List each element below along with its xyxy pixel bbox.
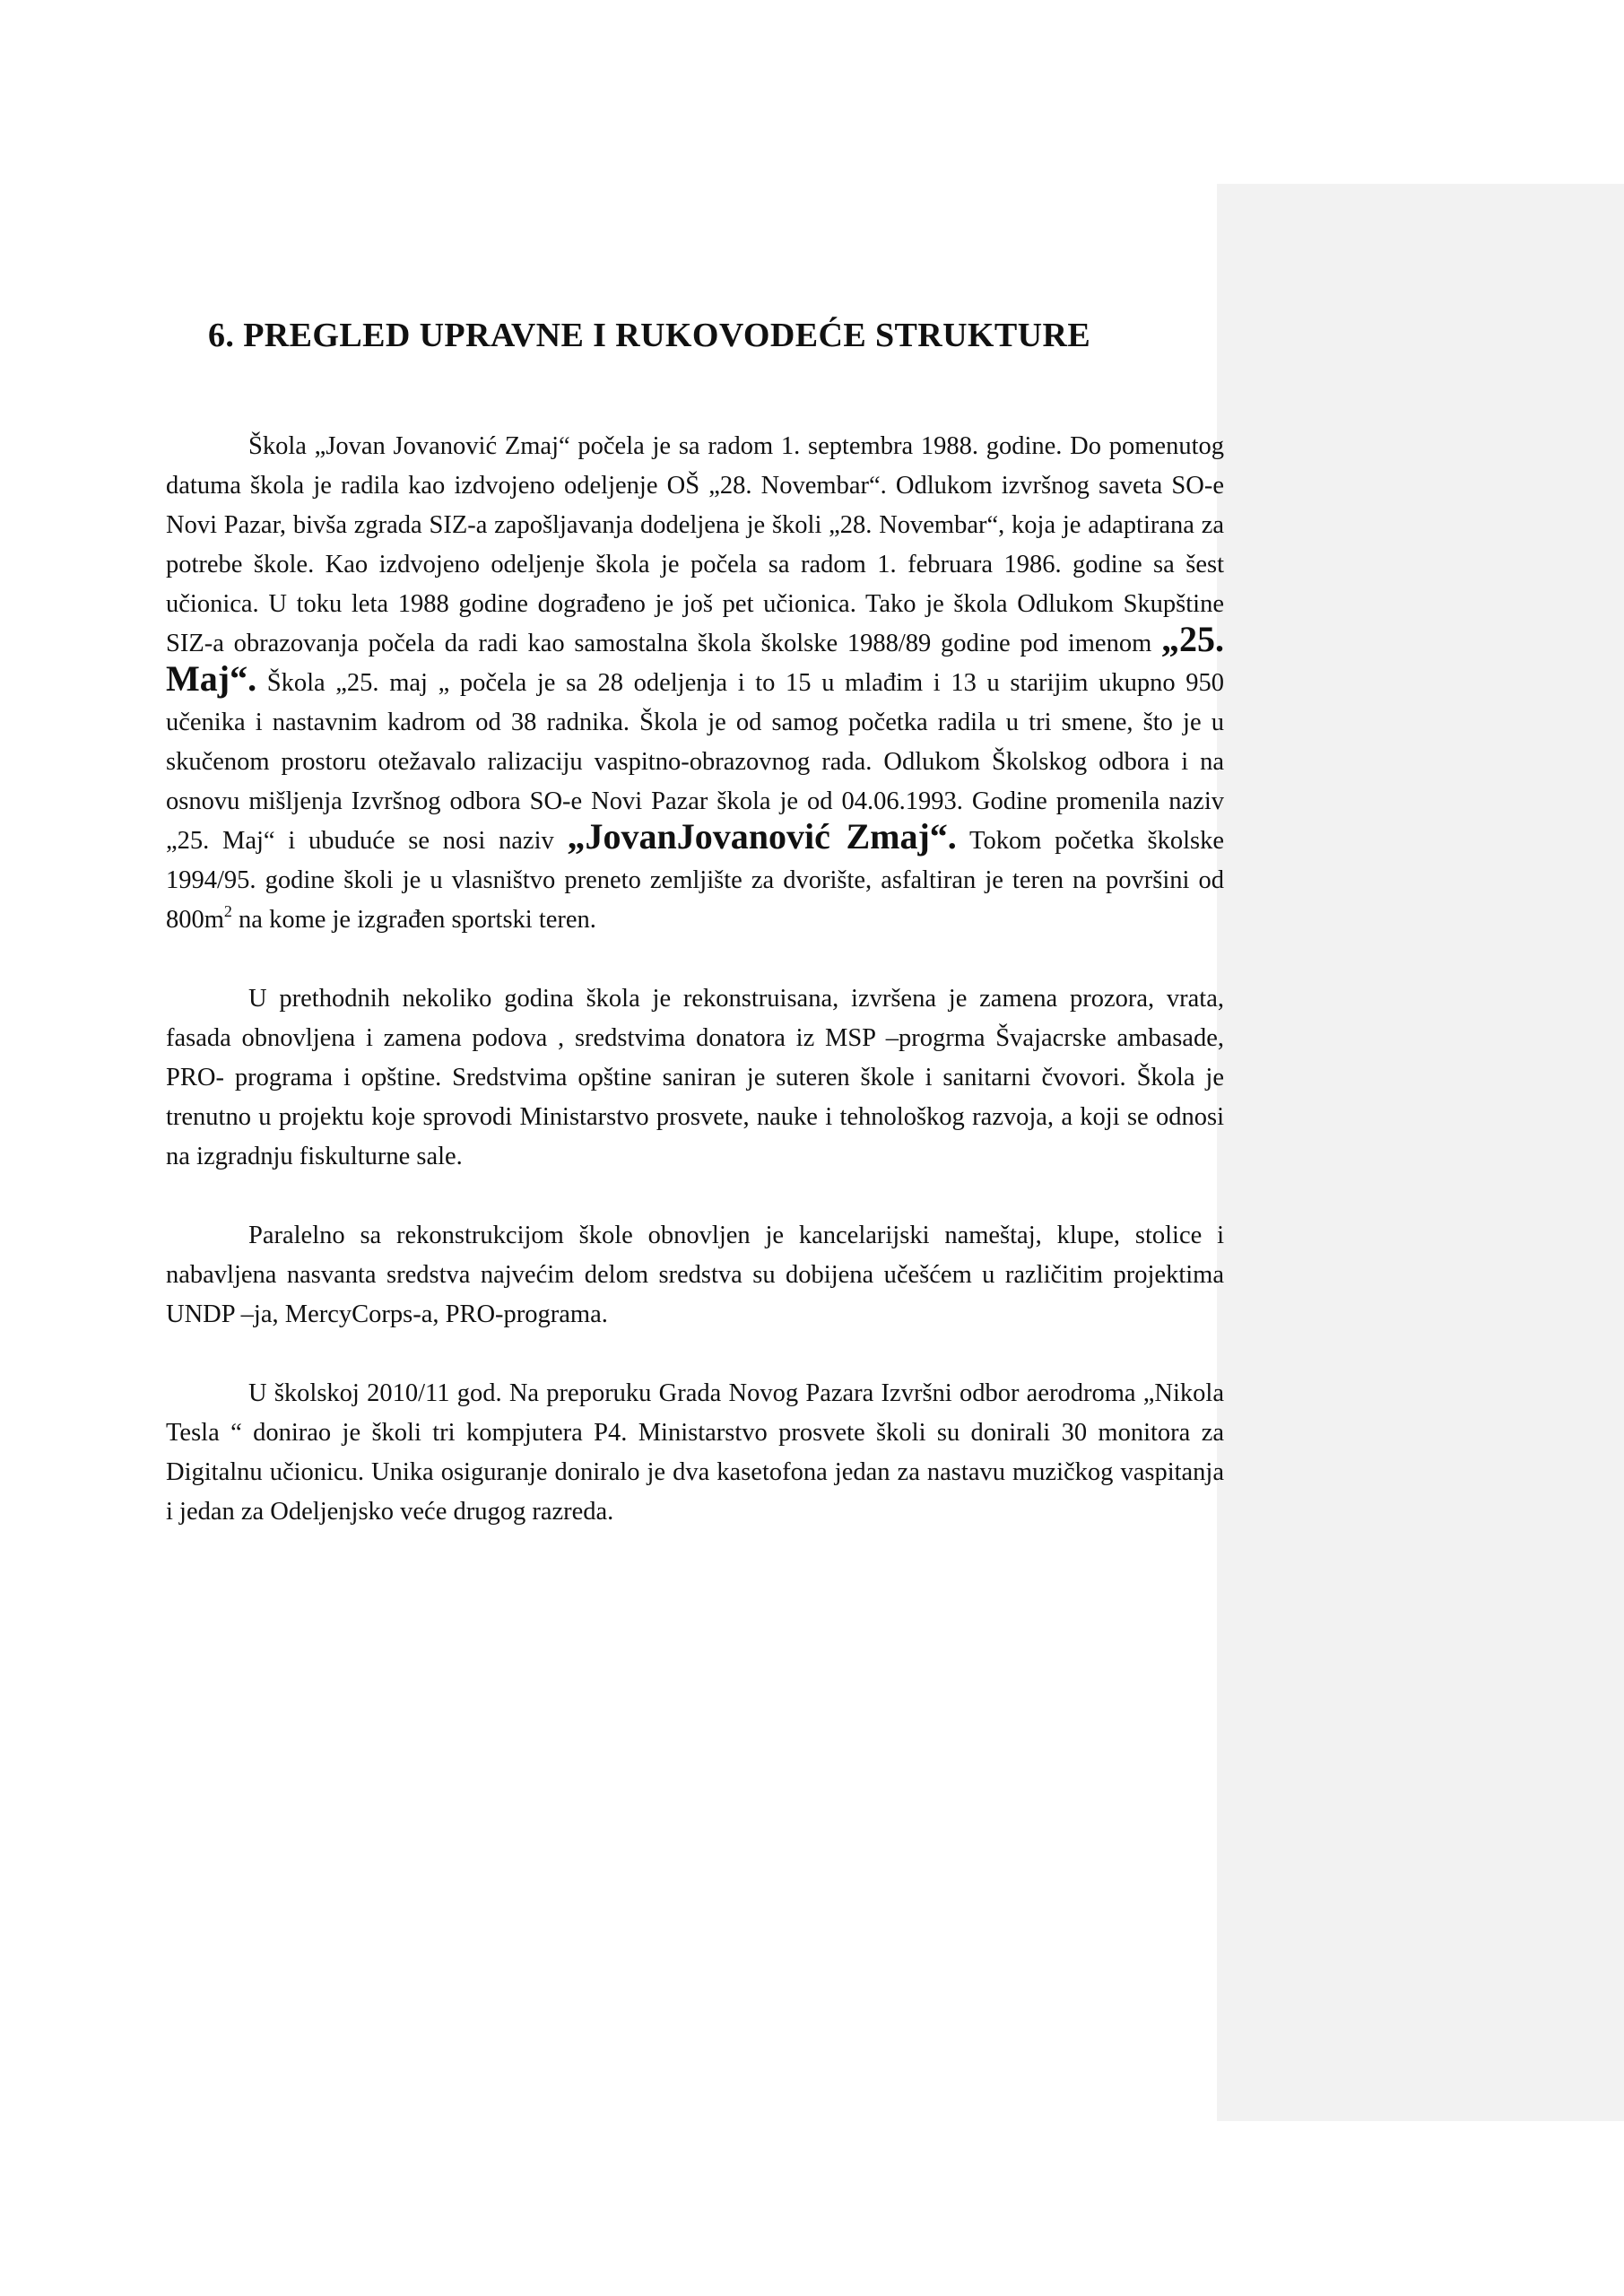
paragraph-furniture: Paralelno sa rekonstrukcijom škole obnovljen je kancelarijski nameštaj, klupe, stolice i nabavljena nasvanta sredstva najvećim delom sredstva su dobijena učešćem u različitim projektima UNDP –ja, MercyCorps-a, PRO-programa. xyxy=(166,1222,1224,1328)
superscript-square: 2 xyxy=(223,902,232,920)
comment-margin-pane xyxy=(1217,184,1624,2121)
school-name-jovan-jovanovic-zmaj: „JovanJovanović Zmaj“. xyxy=(567,816,957,857)
paragraph-donations: U školskoj 2010/11 god. Na preporuku Grada Novog Pazara Izvršni odbor aerodroma „Nikola Tesla “ donirao je školi tri kompjutera P4. Ministarstvo prosvete školi su donirali 30 monitora za Digitalnu učionicu. Unika osiguranje doniralo je dva kasetofona jedan za nastavu muzičkog vaspitanja i jedan za Odeljenjsko veće drugog razreda. xyxy=(166,1379,1224,1526)
section-heading: 6. PREGLED UPRAVNE I RUKOVODEĆE STRUKTURE xyxy=(208,317,1091,354)
paragraph-history-text-d: na kome je izgrađen sportski teren. xyxy=(231,906,596,934)
paragraph-history-text-b: Škola „25. maj „ počela je sa 28 odeljenja i to 15 u mlađim i 13 u starijim ukupno 950 učenika i nastavnim kadrom od 38 radnika. Škola je od samog početka radila u tri smene, što je u skučenom prostoru otežavalo ralizaciju vaspitno-obrazovnog rada. Odlukom Školskog odbora i na osnovu mišljenja Izvršnog odbora SO-e Novi Pazar škola je od 04.06.1993. Godine promenila naziv „25. Maj“ i ubuduće se nosi naziv xyxy=(166,669,1224,855)
paragraph-history-text-a: Škola „Jovan Jovanović Zmaj“ počela je sa radom 1. septembra 1988. godine. Do pomenutog datuma škola je radila kao izdvojeno odeljenje OŠ „28. Novembar“. Odlukom izvršnog saveta SO-e Novi Pazar, bivša zgrada SIZ-a zapošljavanja dodeljena je školi „28. Novembar“, koja je adaptirana za potrebe škole. Kao izdvojeno odeljenje škola je počela sa radom 1. februara 1986. godine sa šest učionica. U toku leta 1988 godine dograđeno je još pet učionica. Tako je škola Odlukom Skupštine SIZ-a obrazovanja počela da radi kao samostalna škola školske 1988/89 godine pod imenom xyxy=(166,432,1224,657)
school-name-25-maj: „25. Maj“. xyxy=(166,619,1224,699)
paragraph-reconstruction: U prethodnih nekoliko godina škola je rekonstruisana, izvršena je zamena prozora, vrata, fasada obnovljena i zamena podova , sredstvima donatora iz MSP –progrma Švajacrske ambasade, PRO- programa i opštine. Sredstvima opštine saniran je suteren škole i sanitarni čvovori. Škola je trenutno u projektu koje sprovodi Ministarstvo prosvete, nauke i tehnološkog razvoja, a koji se odnosi na izgradnju fiskulturne sale. xyxy=(166,985,1224,1170)
paragraph-history-text-c: Tokom početka školske 1994/95. godine školi je u vlasništvo preneto zemljište za dvorište, asfaltiran je teren na površini od 800m xyxy=(166,827,1224,934)
document-body xyxy=(166,427,1224,1532)
paragraph-history xyxy=(166,427,1224,940)
